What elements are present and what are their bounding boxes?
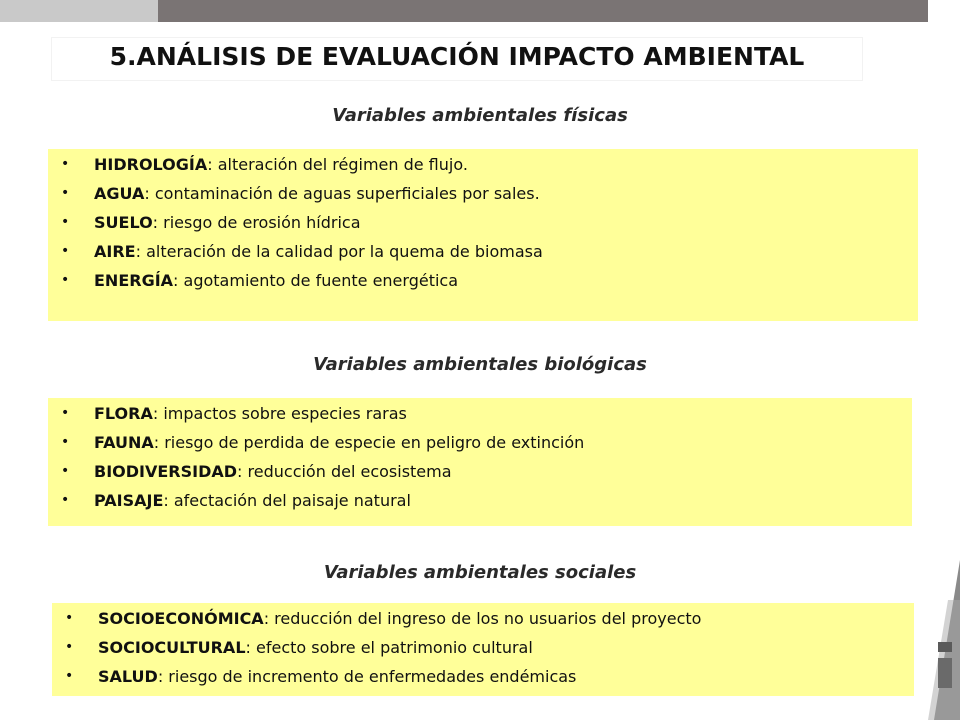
top-bar-light	[0, 0, 158, 22]
bullet-icon: •	[61, 185, 70, 201]
bullet-icon: •	[65, 668, 74, 684]
list-fisicas	[48, 149, 918, 295]
logo-fragment-icon	[938, 642, 952, 652]
section-heading-biologicas: Variables ambientales biológicas	[313, 354, 647, 375]
list-item: • FLORA: impactos sobre especies raras	[48, 399, 912, 428]
section-heading-sociales: Variables ambientales sociales	[323, 562, 637, 583]
list-item: • SUELO: riesgo de erosión hídrica	[48, 208, 918, 237]
bullet-icon: •	[61, 272, 70, 288]
bullet-icon: •	[61, 156, 70, 172]
top-bar-dark	[158, 0, 960, 22]
bullet-icon: •	[61, 492, 70, 508]
bullet-icon: •	[61, 405, 70, 421]
bullet-icon: •	[61, 463, 70, 479]
list-item: • AGUA: contaminación de aguas superficiales por sales.	[48, 179, 918, 208]
list-sociales	[52, 603, 914, 691]
list-item: • HIDROLOGÍA: alteración del régimen de flujo.	[48, 150, 918, 179]
list-item: • ENERGÍA: agotamiento de fuente energética	[48, 266, 918, 295]
list-item: • FAUNA: riesgo de perdida de especie en peligro de extinción	[48, 428, 912, 457]
bullet-icon: •	[61, 214, 70, 230]
bullet-icon: •	[65, 610, 74, 626]
page-title: 5.ANÁLISIS DE EVALUACIÓN IMPACTO AMBIENTAL	[109, 42, 805, 71]
box-biologicas	[48, 398, 912, 526]
section-heading-fisicas: Variables ambientales físicas	[332, 105, 628, 126]
list-biologicas	[48, 398, 912, 515]
bullet-icon: •	[65, 639, 74, 655]
bullet-icon: •	[61, 243, 70, 259]
logo-fragment-icon	[938, 658, 952, 688]
list-item: • SALUD: riesgo de incremento de enfermedades endémicas	[52, 662, 914, 691]
list-item: • BIODIVERSIDAD: reducción del ecosistema	[48, 457, 912, 486]
title-box	[52, 38, 862, 80]
list-item: • SOCIOECONÓMICA: reducción del ingreso de los no usuarios del proyecto	[52, 604, 914, 633]
bullet-icon: •	[61, 434, 70, 450]
list-item: • SOCIOCULTURAL: efecto sobre el patrimonio cultural	[52, 633, 914, 662]
box-sociales	[52, 603, 914, 696]
list-item: • AIRE: alteración de la calidad por la quema de biomasa	[48, 237, 918, 266]
box-fisicas	[48, 149, 918, 321]
list-item: • PAISAJE: afectación del paisaje natural	[48, 486, 912, 515]
